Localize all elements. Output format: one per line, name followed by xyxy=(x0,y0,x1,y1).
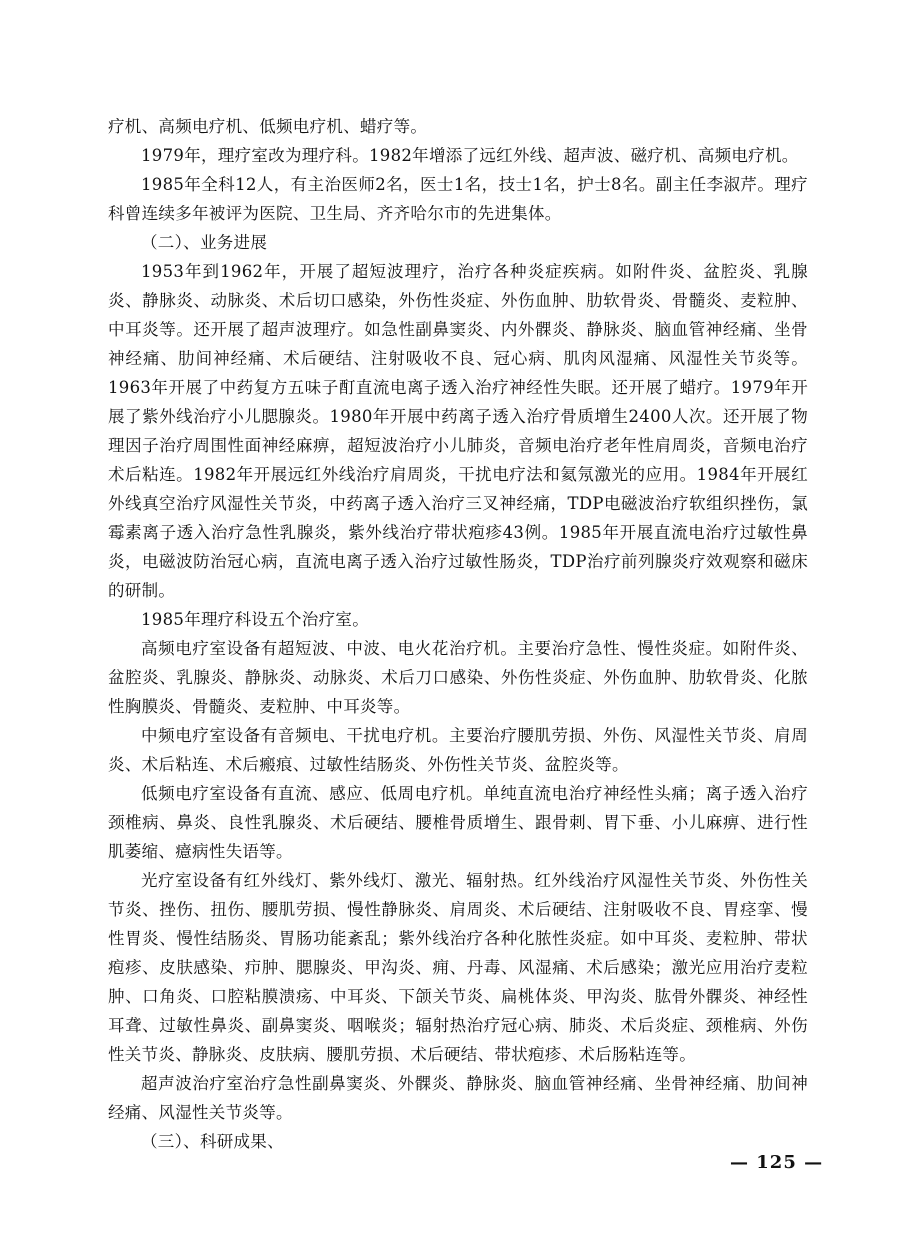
paragraph: 超声波治疗室治疗急性副鼻窦炎、外髁炎、静脉炎、脑血管神经痛、坐骨神经痛、肋间神经痛、风湿性关节炎等。 xyxy=(108,1074,808,1122)
paragraph: 1985年全科12人，有主治医师2名，医士1名，技士1名，护士8名。副主任李淑芹。理疗科曾连续多年被评为医院、卫生局、齐齐哈尔市的先进集体。 xyxy=(108,175,808,223)
paragraph: 1953年到1962年，开展了超短波理疗，治疗各种炎症疾病。如附件炎、盆腔炎、乳腺炎、静脉炎、动脉炎、术后切口感染，外伤性炎症、外伤血肿、肋软骨炎、骨髓炎、麦粒肿、中耳炎等。还开展了超声波理疗。如急性副鼻窦炎、内外髁炎、静脉炎、脑血管神经痛、坐骨神经痛、肋间神经痛、术后硬结、注射吸收不良、冠心病、肌肉风湿痛、风湿性关节炎等。1963年开展了中药复方五味子酊直流电离子透入治疗神经性失眠。还开展了蜡疗。1979年开展了紫外线治疗小儿腮腺炎。1980年开展中药离子透入治疗骨质增生2400人次。还开展了物理因子治疗周围性面神经麻痹，超短波治疗小儿肺炎，音频电治疗老年性肩周炎，音频电治疗术后粘连。1982年开展远红外线治疗肩周炎，干扰电疗法和氦氖激光的应用。1984年开展红外线真空治疗风湿性关节炎，中药离子透入治疗三叉神经痛，TDP电磁波治疗软组织挫伤，氯霉素离子透入治疗急性乳腺炎，紫外线治疗带状疱疹43例。1985年开展直流电治疗过敏性鼻炎，电磁波防治冠心病，直流电离子透入治疗过敏性肠炎，TDP治疗前列腺炎疗效观察和磁床的研制。 xyxy=(108,262,808,600)
paragraph: 中频电疗室设备有音频电、干扰电疗机。主要治疗腰肌劳损、外伤、风湿性关节炎、肩周炎、术后粘连、术后瘢痕、过敏性结肠炎、外伤性关节炎、盆腔炎等。 xyxy=(108,726,808,774)
page-number: — 125 — xyxy=(730,1152,824,1173)
body-text xyxy=(108,112,808,1156)
paragraph: 低频电疗室设备有直流、感应、低周电疗机。单纯直流电治疗神经性头痛；离子透入治疗颈椎病、鼻炎、良性乳腺炎、术后硬结、腰椎骨质增生、跟骨刺、胃下垂、小儿麻痹、进行性肌萎缩、癔病性失语等。 xyxy=(108,784,808,861)
section-heading: （二）、业务进展 xyxy=(141,233,268,252)
paragraph: 1985年理疗科设五个治疗室。 xyxy=(141,610,369,629)
paragraph: 光疗室设备有红外线灯、紫外线灯、激光、辐射热。红外线治疗风湿性关节炎、外伤性关节炎、挫伤、扭伤、腰肌劳损、慢性静脉炎、肩周炎、术后硬结、注射吸收不良、胃痉挛、慢性胃炎、慢性结肠炎、胃肠功能紊乱；紫外线治疗各种化脓性炎症。如中耳炎、麦粒肿、带状疱疹、皮肤感染、疖肿、腮腺炎、甲沟炎、痈、丹毒、风湿痛、术后感染；激光应用治疗麦粒肿、口角炎、口腔粘膜溃疡、中耳炎、下颌关节炎、扁桃体炎、甲沟炎、肱骨外髁炎、神经性耳聋、过敏性鼻炎、副鼻窦炎、咽喉炎；辐射热治疗冠心病、肺炎、术后炎症、颈椎病、外伤性关节炎、静脉炎、皮肤病、腰肌劳损、术后硬结、带状疱疹、术后肠粘连等。 xyxy=(108,871,808,1064)
paragraph: 疗机、高频电疗机、低频电疗机、蜡疗等。 xyxy=(108,117,428,136)
paragraph: 高频电疗室设备有超短波、中波、电火花治疗机。主要治疗急性、慢性炎症。如附件炎、盆腔炎、乳腺炎、静脉炎、动脉炎、术后刀口感染、外伤性炎症、外伤血肿、肋软骨炎、化脓性胸膜炎、骨髓炎、麦粒肿、中耳炎等。 xyxy=(108,639,808,716)
paragraph: 1979年，理疗室改为理疗科。1982年增添了远红外线、超声波、磁疗机、高频电疗机。 xyxy=(141,146,799,165)
section-heading: （三）、科研成果、 xyxy=(141,1132,284,1151)
